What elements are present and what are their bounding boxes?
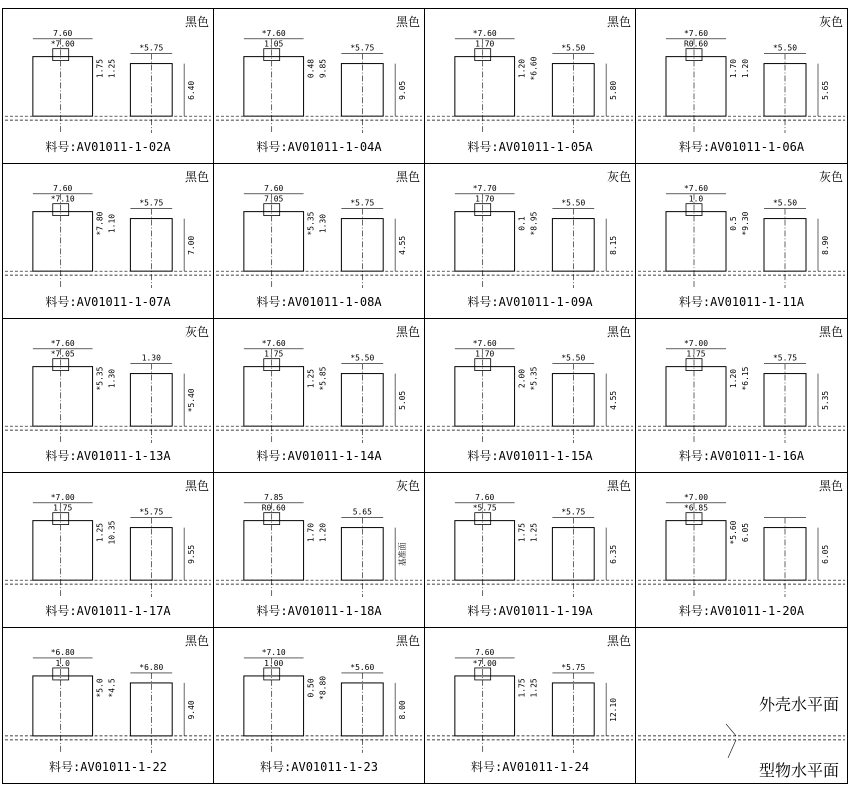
dimension-label: R0.60 [683, 39, 709, 49]
color-label: 黑色 [606, 634, 631, 649]
shell-plane-label: 外壳水平面 [758, 695, 839, 715]
part-number-label: 料号:AV01011-1-14A [256, 449, 382, 464]
dimension-label: 4.55 [398, 235, 408, 255]
dimension-label: *5.50 [350, 353, 375, 363]
dimension-label: *7.00 [683, 493, 709, 503]
dimension-label: 1.00 [264, 659, 284, 669]
part-cell [636, 473, 847, 628]
dimension-label: *5.75 [561, 663, 586, 673]
dimension-label: *5.75 [350, 43, 375, 53]
dimension-label: 1.70 [475, 194, 495, 204]
dimension-label: 1.25 [107, 58, 117, 79]
dimension-label: *7.10 [261, 648, 286, 658]
part-number-label: 料号:AV01011-1-22 [49, 760, 167, 774]
dimension-label: 5.65 [820, 80, 831, 100]
color-label: 灰色 [818, 15, 843, 29]
part-cell [214, 319, 425, 474]
dimension-label: 5.35 [820, 390, 831, 410]
color-label: 黑色 [184, 479, 209, 494]
dimension-label: 1.25 [529, 523, 539, 543]
dimension-label: *5.50 [561, 353, 586, 363]
part-cell [3, 628, 214, 783]
dimension-label: *5.75 [139, 508, 164, 518]
dimension-label: 7.05 [264, 194, 284, 204]
dimension-label: 2.00 [517, 368, 527, 388]
dimension-label: *6.80 [139, 663, 164, 673]
dimension-label: R0.60 [261, 504, 286, 514]
part-cell [214, 473, 425, 628]
part-number-label: 料号:AV01011-1-08A [256, 294, 382, 309]
color-label: 灰色 [606, 169, 631, 184]
dimension-label: 1.30 [141, 353, 161, 363]
dimension-label: *5.50 [561, 43, 586, 53]
part-number-label: 料号:AV01011-1-02A [45, 139, 171, 154]
dimension-label: 基准面 [398, 542, 408, 567]
dimension-label: *6.85 [683, 504, 709, 514]
dimension-label: 9.55 [187, 545, 197, 565]
dimension-label: *7.60 [261, 338, 286, 348]
dimension-label: 12.10 [609, 698, 619, 723]
part-number-label: 料号:AV01011-1-15A [467, 449, 593, 464]
dimension-label: 1.0 [55, 659, 70, 669]
dimension-label: 10.35 [107, 520, 117, 545]
dimension-label: *9.30 [740, 211, 751, 236]
color-label: 灰色 [184, 324, 209, 339]
part-cell [214, 164, 425, 319]
dimension-label: 5.80 [609, 80, 619, 100]
part-number-label: 料号:AV01011-1-06A [678, 139, 805, 154]
color-label: 黑色 [606, 479, 631, 494]
dimension-label: 8.90 [820, 235, 831, 255]
dimension-label: 1.70 [306, 523, 316, 543]
dimension-label: *7.70 [472, 183, 497, 193]
dimension-label: *7.00 [50, 493, 75, 503]
dimension-label: 6.05 [820, 545, 831, 565]
dimension-label: *5.75 [472, 504, 497, 514]
parts-grid [2, 8, 848, 784]
part-cell [425, 473, 636, 628]
dimension-label: 1.75 [95, 58, 105, 79]
dimension-label: *5.35 [95, 366, 105, 391]
dimension-label: 7.00 [187, 235, 197, 255]
dimension-label: 1.70 [475, 349, 495, 359]
color-label: 黑色 [395, 634, 420, 649]
color-label: 黑色 [184, 15, 209, 29]
dimension-label: *7.00 [50, 39, 75, 49]
dimension-label: 9.85 [318, 58, 328, 79]
part-cell [214, 9, 425, 164]
color-label: 黑色 [606, 15, 631, 29]
dimension-label: 1.30 [107, 368, 117, 388]
dimension-label: *7.60 [472, 338, 497, 348]
part-cell [636, 319, 847, 474]
part-cell [425, 319, 636, 474]
dimension-label: 1.20 [740, 58, 751, 79]
dimension-label: *6.80 [50, 648, 75, 658]
part-number-label: 料号:AV01011-1-18A [256, 604, 382, 619]
dimension-label: 1.75 [517, 523, 527, 543]
dimension-label: 1.05 [264, 39, 284, 49]
part-number-label: 料号:AV01011-1-09A [467, 294, 593, 309]
dimension-label: *5.75 [139, 43, 164, 53]
part-number-label: 料号:AV01011-1-11A [678, 294, 805, 309]
dimension-label: 7.60 [475, 648, 495, 658]
dimension-label: 1.0 [688, 194, 704, 204]
color-label: 黑色 [818, 324, 843, 339]
dimension-label: 1.20 [517, 58, 527, 79]
part-cell [3, 319, 214, 474]
dimension-label: *5.75 [350, 198, 375, 208]
dimension-label: *8.80 [318, 676, 328, 701]
color-label: 黑色 [184, 169, 209, 184]
dimension-label: 7.60 [53, 183, 73, 193]
dimension-label: *5.0 [95, 678, 105, 698]
dimension-label: *7.00 [683, 338, 709, 348]
color-label: 黑色 [606, 324, 631, 339]
dimension-label: 6.35 [609, 545, 619, 565]
dimension-label: *5.35 [306, 211, 316, 236]
dimension-label: 1.75 [53, 504, 73, 514]
color-label: 黑色 [395, 324, 420, 339]
dimension-label: *5.40 [187, 388, 197, 412]
part-number-label: 料号:AV01011-1-13A [45, 449, 171, 464]
color-label: 黑色 [395, 15, 420, 29]
dimension-label: *5.75 [139, 198, 164, 208]
dimension-label: *7.10 [50, 194, 75, 204]
dimension-label: *5.50 [772, 43, 798, 53]
dimension-label: 0.50 [306, 678, 316, 698]
dimension-label: 1.20 [728, 368, 739, 388]
dimension-label: *7.60 [683, 183, 709, 193]
color-label: 黑色 [184, 634, 209, 649]
dimension-label: 6.40 [187, 80, 197, 100]
dimension-label: *6.15 [740, 366, 751, 391]
dimension-label: 5.65 [352, 508, 372, 518]
part-number-label: 料号:AV01011-1-04A [256, 139, 382, 154]
dimension-label: 6.05 [740, 523, 751, 543]
dimension-label: *6.60 [529, 56, 539, 81]
dimension-label: 7.60 [475, 493, 495, 503]
dimension-label: 1.75 [517, 678, 527, 698]
dimension-label: 7.60 [264, 183, 284, 193]
dimension-label: 9.05 [398, 80, 408, 100]
dimension-label: 0.5 [728, 216, 739, 231]
dimension-label: 1.70 [475, 39, 495, 49]
dimension-label: *8.95 [529, 211, 539, 236]
dimension-label: 8.15 [609, 235, 619, 255]
part-cell [3, 164, 214, 319]
dimension-label: *5.50 [561, 198, 586, 208]
dimension-label: *5.75 [772, 353, 798, 363]
dimension-label: *5.60 [350, 663, 375, 673]
dimension-label: 1.10 [107, 213, 117, 233]
part-number-label: 料号:AV01011-1-19A [467, 604, 593, 619]
part-cell [3, 9, 214, 164]
color-label: 灰色 [818, 169, 843, 184]
dimension-label: 9.40 [187, 700, 197, 720]
dimension-label: *7.00 [472, 659, 497, 669]
dimension-label: *7.80 [95, 211, 105, 236]
dimension-label: 7.60 [53, 28, 73, 38]
part-cell [214, 628, 425, 783]
part-number-label: 料号:AV01011-1-23 [260, 760, 378, 774]
dimension-label: 1.25 [529, 678, 539, 698]
dimension-label: 1.70 [728, 58, 739, 79]
dimension-label: *7.60 [261, 28, 286, 38]
part-cell [636, 9, 847, 164]
dimension-label: 4.55 [609, 390, 619, 410]
dimension-label: *5.50 [772, 198, 798, 208]
dimension-label: 1.30 [318, 213, 328, 233]
dimension-label: *7.60 [683, 28, 709, 38]
color-label: 黑色 [395, 169, 420, 184]
dimension-label: *5.85 [318, 366, 328, 391]
dimension-label: 5.05 [398, 390, 408, 410]
part-number-label: 料号:AV01011-1-17A [45, 604, 171, 619]
dimension-label: 1.75 [264, 349, 284, 359]
part-cell [425, 164, 636, 319]
dimension-label: 1.25 [95, 523, 105, 543]
dimension-label: 8.00 [398, 700, 408, 720]
part-number-label: 料号:AV01011-1-07A [45, 294, 171, 309]
dimension-label: 1.75 [686, 349, 706, 359]
part-number-label: 料号:AV01011-1-20A [678, 604, 805, 619]
dimension-label: *7.60 [50, 338, 75, 348]
color-label: 灰色 [395, 479, 420, 494]
part-cell [425, 9, 636, 164]
dimension-label: *5.60 [728, 520, 739, 545]
dimension-label: *7.05 [50, 349, 75, 359]
part-number-label: 料号:AV01011-1-16A [678, 449, 805, 464]
part-cell [425, 628, 636, 783]
dimension-label: *7.60 [472, 28, 497, 38]
dimension-label: *5.35 [529, 366, 539, 391]
dimension-label: 1.20 [318, 523, 328, 543]
dimension-label: *5.75 [561, 508, 586, 518]
part-number-label: 料号:AV01011-1-24 [471, 760, 589, 774]
part-number-label: 料号:AV01011-1-05A [467, 139, 593, 154]
part-cell [3, 473, 214, 628]
dimension-label: *4.5 [107, 678, 117, 698]
object-plane-label: 型物水平面 [758, 761, 839, 780]
legend-cell [636, 628, 847, 783]
color-label: 黑色 [818, 479, 843, 494]
part-cell [636, 164, 847, 319]
dimension-label: 1.25 [306, 368, 316, 388]
dimension-label: 7.85 [264, 493, 284, 503]
dimension-label: 0.1 [517, 216, 527, 231]
dimension-label: 0.48 [306, 58, 316, 79]
